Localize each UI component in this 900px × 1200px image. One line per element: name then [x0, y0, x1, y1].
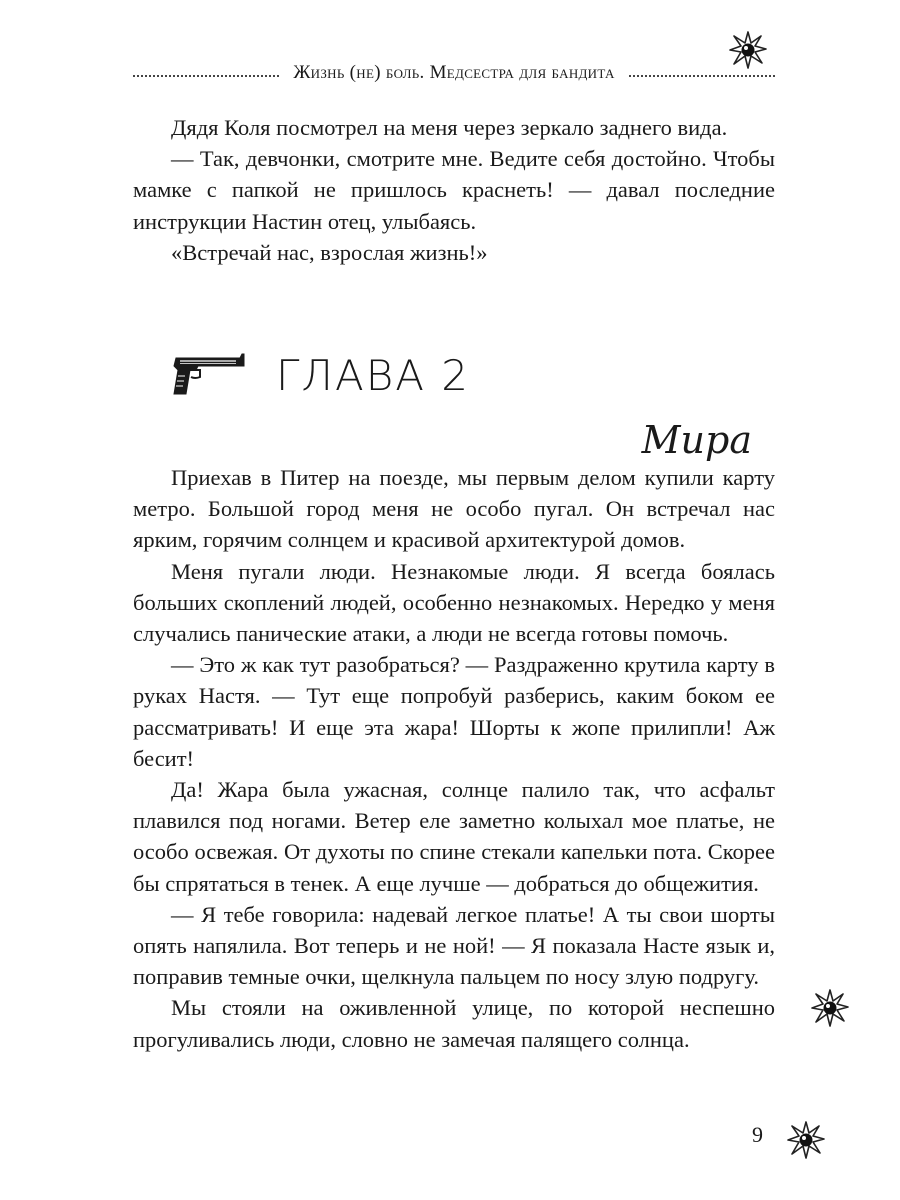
paragraph: Дядя Коля посмотрел на меня через зеркало заднего вида. [171, 115, 728, 140]
chapter-title: ГЛАВА 2 [276, 350, 471, 400]
paragraph: — Это ж как тут разобраться? — Раздраженно крутила карту в руках Настя. — Тут еще попробуй разберись, каким боком ее рассматривать! И еще эта жара! Шорты к жопе прилипли! Аж бесит! [133, 652, 775, 771]
chapter-heading [170, 345, 470, 405]
bullet-hole-icon [810, 988, 850, 1028]
paragraph: Приехав в Питер на поезде, мы первым делом купили карту метро. Большой город меня не особо пугал. Он встречал нас ярким, горячим солнцем и красивой архитектурой домов. [133, 465, 775, 553]
running-header-title: Жизнь (не) боль. Медсестра для бандита [293, 62, 615, 83]
page-number: 9 [752, 1122, 763, 1147]
paragraph: Мы стояли на оживленной улице, по которой неспешно прогуливались люди, словно не замечая палящего солнца. [133, 995, 775, 1052]
pov-character-name: Мира [641, 418, 752, 462]
paragraph: «Встречай нас, взрослая жизнь!» [171, 239, 488, 265]
pistol-icon [170, 350, 246, 400]
paragraph: — Я тебе говорила: надевай легкое платье! А ты свои шорты опять напялила. Вот теперь и не ной! — Я показала Насте язык и, поправив темные очки, щелкнула пальцем по носу злую подругу. [133, 901, 775, 990]
paragraph: Меня пугали люди. Незнакомые люди. Я всегда боялась больших скоплений людей, особенно незнакомых. Нередко у меня случались панические атаки, а люди не всегда готовы помочь. [133, 558, 775, 647]
bullet-hole-icon [728, 30, 768, 70]
paragraph: — Так, девчонки, смотрите мне. Ведите себя достойно. Чтобы мамке с папкой не пришлось краснеть! — давал последние инструкции Настин отец, улыбаясь. [133, 146, 775, 234]
running-header [133, 58, 775, 88]
chapter-text-block [133, 462, 775, 1055]
header-dots-left [133, 75, 279, 77]
paragraph: Да! Жара была ужасная, солнце палило так, что асфальт плавился под ногами. Ветер еле заметно колыхал мое платье, не особо освежая. От духоты по спине стекали капельки пота. Скорее бы спрятаться в тенек. А еще лучше — добраться до общежития. [133, 777, 775, 896]
top-text-block [133, 112, 775, 268]
header-dots-right [629, 75, 775, 77]
bullet-hole-icon [786, 1120, 826, 1160]
